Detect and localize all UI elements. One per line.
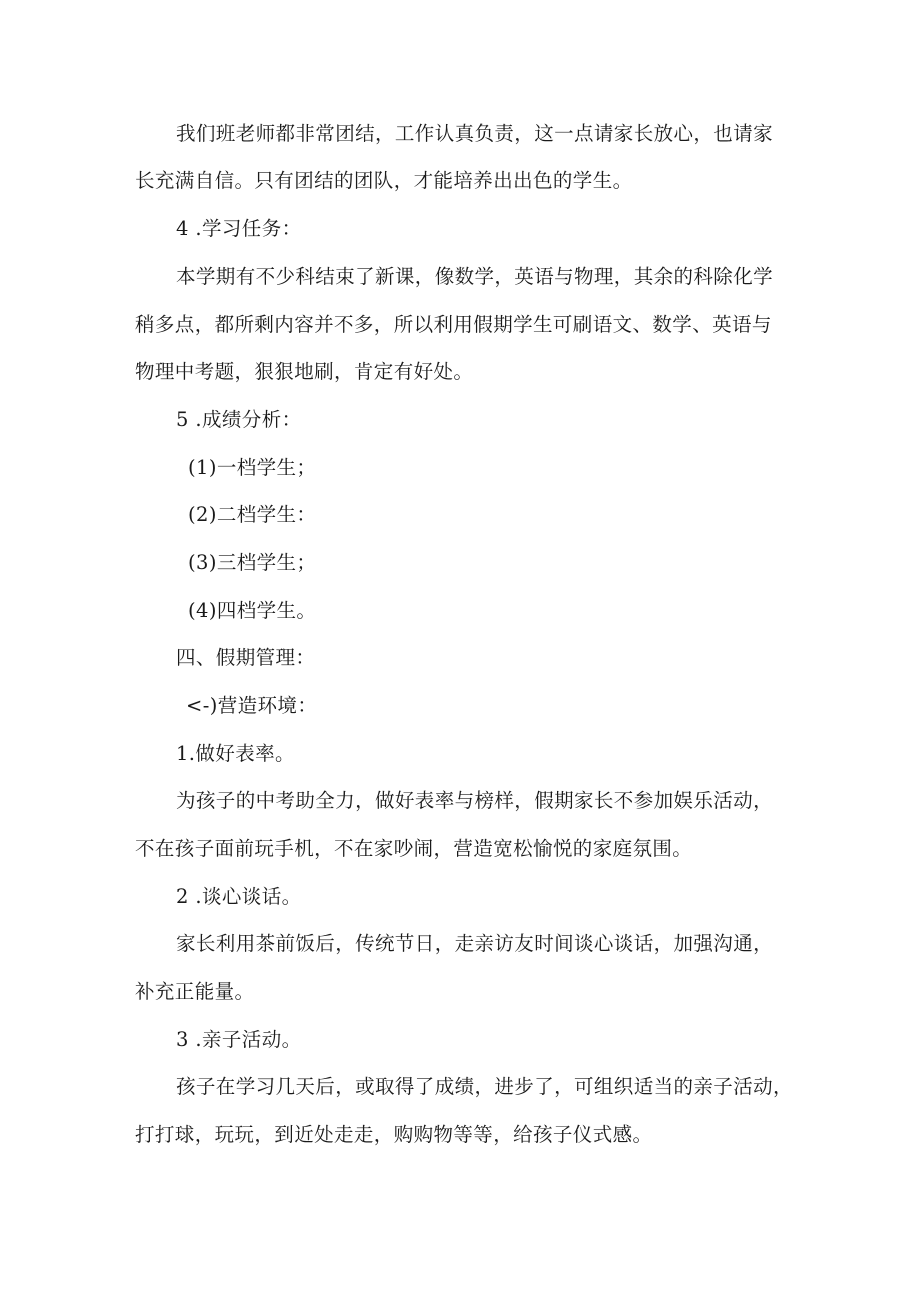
section-heading: 5 .成绩分析： [176,408,302,431]
list-item: (3)三档学生； [188,551,317,574]
list-item: (2)二档学生： [188,503,317,526]
section-heading: 4 .学习任务： [176,217,302,240]
paragraph-line: 家长利用茶前饭后，传统节日，走亲访友时间谈心谈话，加强沟通， [176,932,774,955]
paragraph-line: 打打球，玩玩，到近处走走，购购物等等，给孩子仪式感。 [135,1123,653,1146]
paragraph-line: 补充正能量。 [135,980,255,1003]
subsection-heading: 1.做好表率。 [176,742,295,765]
subsection-heading: <-)营造环境： [186,694,318,717]
list-item: (4)四档学生。 [188,599,317,622]
paragraph-line: 孩子在学习几天后，或取得了成绩，进步了，可组织适当的亲子活动， [176,1075,793,1098]
subsection-heading: 3 .亲子活动。 [176,1028,302,1051]
list-item: (1)一档学生； [188,456,317,479]
paragraph-line: 我们班老师都非常团结，工作认真负责，这一点请家长放心，也请家 [176,122,774,145]
section-heading: 四、假期管理： [176,646,316,669]
paragraph-line: 稍多点，都所剩内容并不多，所以利用假期学生可刷语文、数学、英语与 [135,313,772,336]
paragraph-line: 本学期有不少科结束了新课，像数学，英语与物理，其余的科除化学 [176,265,774,288]
paragraph-line: 长充满自信。只有团结的团队，才能培养出出色的学生。 [135,169,633,192]
subsection-heading: 2 .谈心谈话。 [176,885,302,908]
paragraph-line: 不在孩子面前玩手机，不在家吵闹，营造宽松愉悦的家庭氛围。 [135,837,693,860]
paragraph-line: 物理中考题，狠狠地刷，肯定有好处。 [135,360,474,383]
paragraph-line: 为孩子的中考助全力，做好表率与榜样，假期家长不参加娱乐活动， [176,789,774,812]
